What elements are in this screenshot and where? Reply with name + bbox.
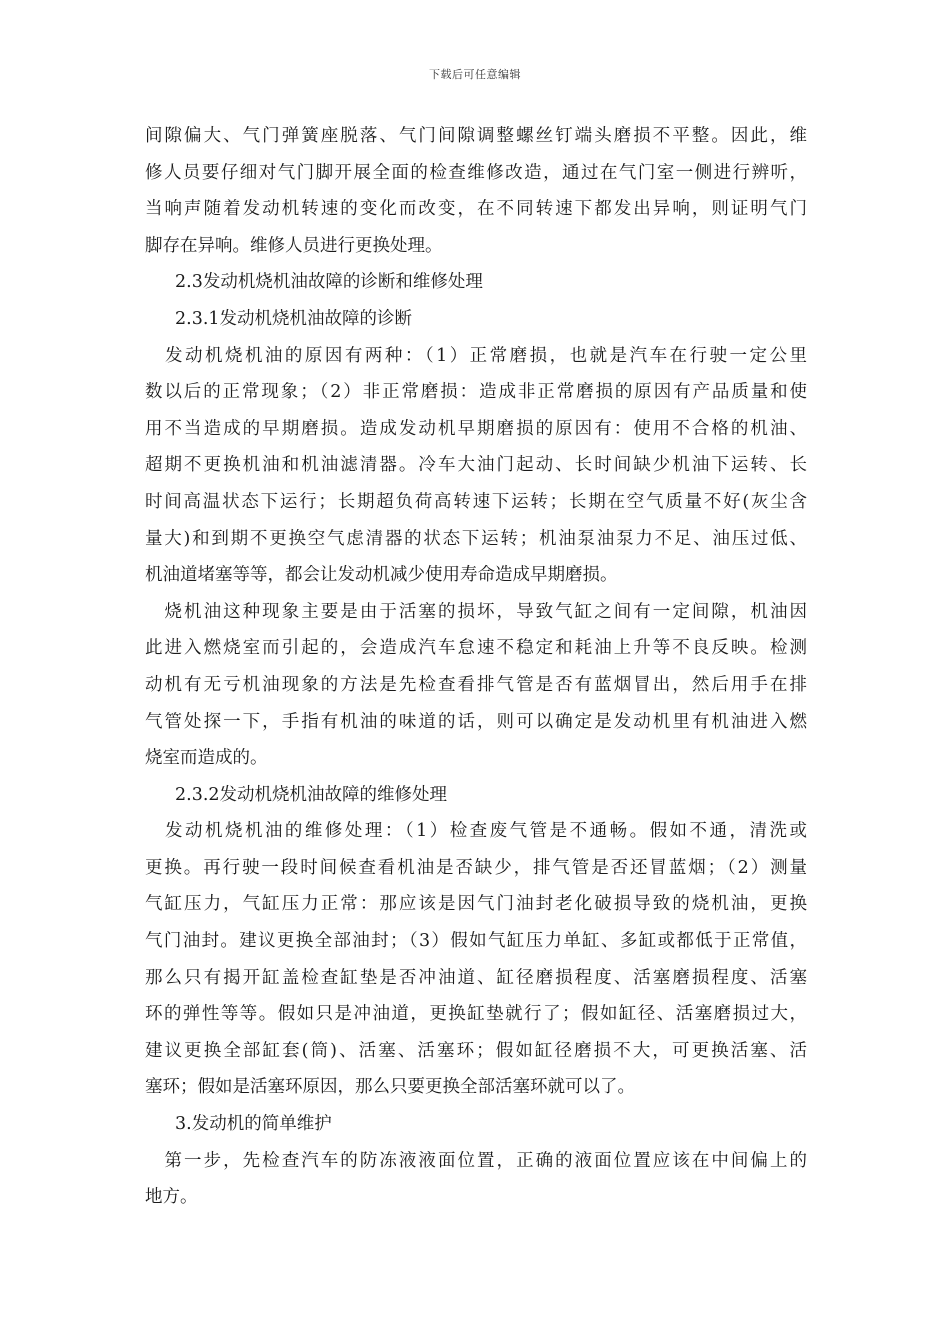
text-line: 烧室而造成的。 bbox=[145, 748, 268, 769]
text-line: 塞环；假如是活塞环原因，那么只要更换全部活塞环就可以了。 bbox=[145, 1077, 635, 1098]
text-line: 动机有无亏机油现象的方法是先检查看排气管是否有蓝烟冒出，然后用手在排 bbox=[145, 674, 807, 695]
text-line: 更换。再行驶一段时间候查看机油是否缺少，排气管是否还冒蓝烟；（2）测量 bbox=[145, 857, 807, 878]
paragraph-valve-noise bbox=[145, 118, 807, 264]
paragraph-oil-burning-detection bbox=[145, 594, 807, 777]
paragraph-maintenance-step-1 bbox=[145, 1143, 807, 1216]
text-line: 那么只有揭开缸盖检查缸垫是否冲油道、缸径磨损程度、活塞磨损程度、活塞 bbox=[145, 967, 807, 988]
text-line: 脚存在异响。维修人员进行更换处理。 bbox=[145, 235, 443, 256]
document-body bbox=[145, 118, 807, 1216]
text-line: 烧机油这种现象主要是由于活塞的损坏，导致气缸之间有一定间隙，机油因 bbox=[145, 601, 807, 622]
text-line: 修人员要仔细对气门脚开展全面的检查维修改造，通过在气门室一侧进行辨听， bbox=[145, 162, 807, 183]
text-line: 气门油封。建议更换全部油封；（3）假如气缸压力单缸、多缸或都低于正常值， bbox=[145, 931, 807, 952]
text-line: 发动机烧机油的原因有两种：（1）正常磨损，也就是汽车在行驶一定公里 bbox=[145, 345, 807, 366]
text-line: 间隙偏大、气门弹簧座脱落、气门间隙调整螺丝钉端头磨损不平整。因此，维 bbox=[145, 126, 807, 146]
text-line: 环的弹性等等。假如只是冲油道，更换缸垫就行了；假如缸径、活塞磨损过大， bbox=[145, 1004, 807, 1025]
heading-text: 3.发动机的简单维护 bbox=[175, 1114, 332, 1135]
text-line: 机油道堵塞等等，都会让发动机减少使用寿命造成早期磨损。 bbox=[145, 565, 618, 586]
text-line: 数以后的正常现象；（2）非正常磨损：造成非正常磨损的原因有产品质量和使 bbox=[145, 382, 807, 403]
heading-text: 2.3.2发动机烧机油故障的维修处理 bbox=[175, 784, 448, 805]
text-line: 气管处探一下，手指有机油的味道的话，则可以确定是发动机里有机油进入燃 bbox=[145, 711, 807, 732]
text-line: 气缸压力，气缸压力正常：那应该是因气门油封老化破损导致的烧机油，更换 bbox=[145, 894, 807, 915]
text-line: 建议更换全部缸套(筒)、活塞、活塞环；假如缸径磨损不大，可更换活塞、活 bbox=[145, 1040, 807, 1061]
text-line: 发动机烧机油的维修处理：（1）检查废气管是不通畅。假如不通，清洗或 bbox=[145, 821, 807, 842]
text-line: 超期不更换机油和机油滤清器。冷车大油门起动、长时间缺少机油下运转、长 bbox=[145, 455, 807, 476]
paragraph-oil-burning-repair bbox=[145, 813, 807, 1106]
text-line: 此进入燃烧室而引起的，会造成汽车怠速不稳定和耗油上升等不良反映。检测 bbox=[145, 638, 807, 659]
text-line: 第一步，先检查汽车的防冻液液面位置，正确的液面位置应该在中间偏上的 bbox=[145, 1150, 807, 1171]
heading-text: 2.3发动机烧机油故障的诊断和维修处理 bbox=[175, 272, 483, 293]
text-line: 用不当造成的早期磨损。造成发动机早期磨损的原因有：使用不合格的机油、 bbox=[145, 418, 807, 439]
page-header: 下载后可任意编辑 bbox=[429, 68, 521, 81]
text-line: 地方。 bbox=[145, 1187, 198, 1208]
section-heading-2-3-1 bbox=[145, 301, 807, 338]
text-line: 时间高温状态下运行；长期超负荷高转速下运转；长期在空气质量不好(灰尘含 bbox=[145, 491, 807, 512]
section-heading-2-3 bbox=[145, 264, 807, 301]
text-line: 量大)和到期不更换空气虑清器的状态下运转；机油泵油泵力不足、油压过低、 bbox=[145, 528, 807, 549]
section-heading-3 bbox=[145, 1106, 807, 1143]
paragraph-oil-burning-causes bbox=[145, 338, 807, 594]
heading-text: 2.3.1发动机烧机油故障的诊断 bbox=[175, 308, 413, 329]
section-heading-2-3-2 bbox=[145, 777, 807, 814]
text-line: 当响声随着发动机转速的变化而改变，在不同转速下都发出异响，则证明气门 bbox=[145, 199, 807, 220]
